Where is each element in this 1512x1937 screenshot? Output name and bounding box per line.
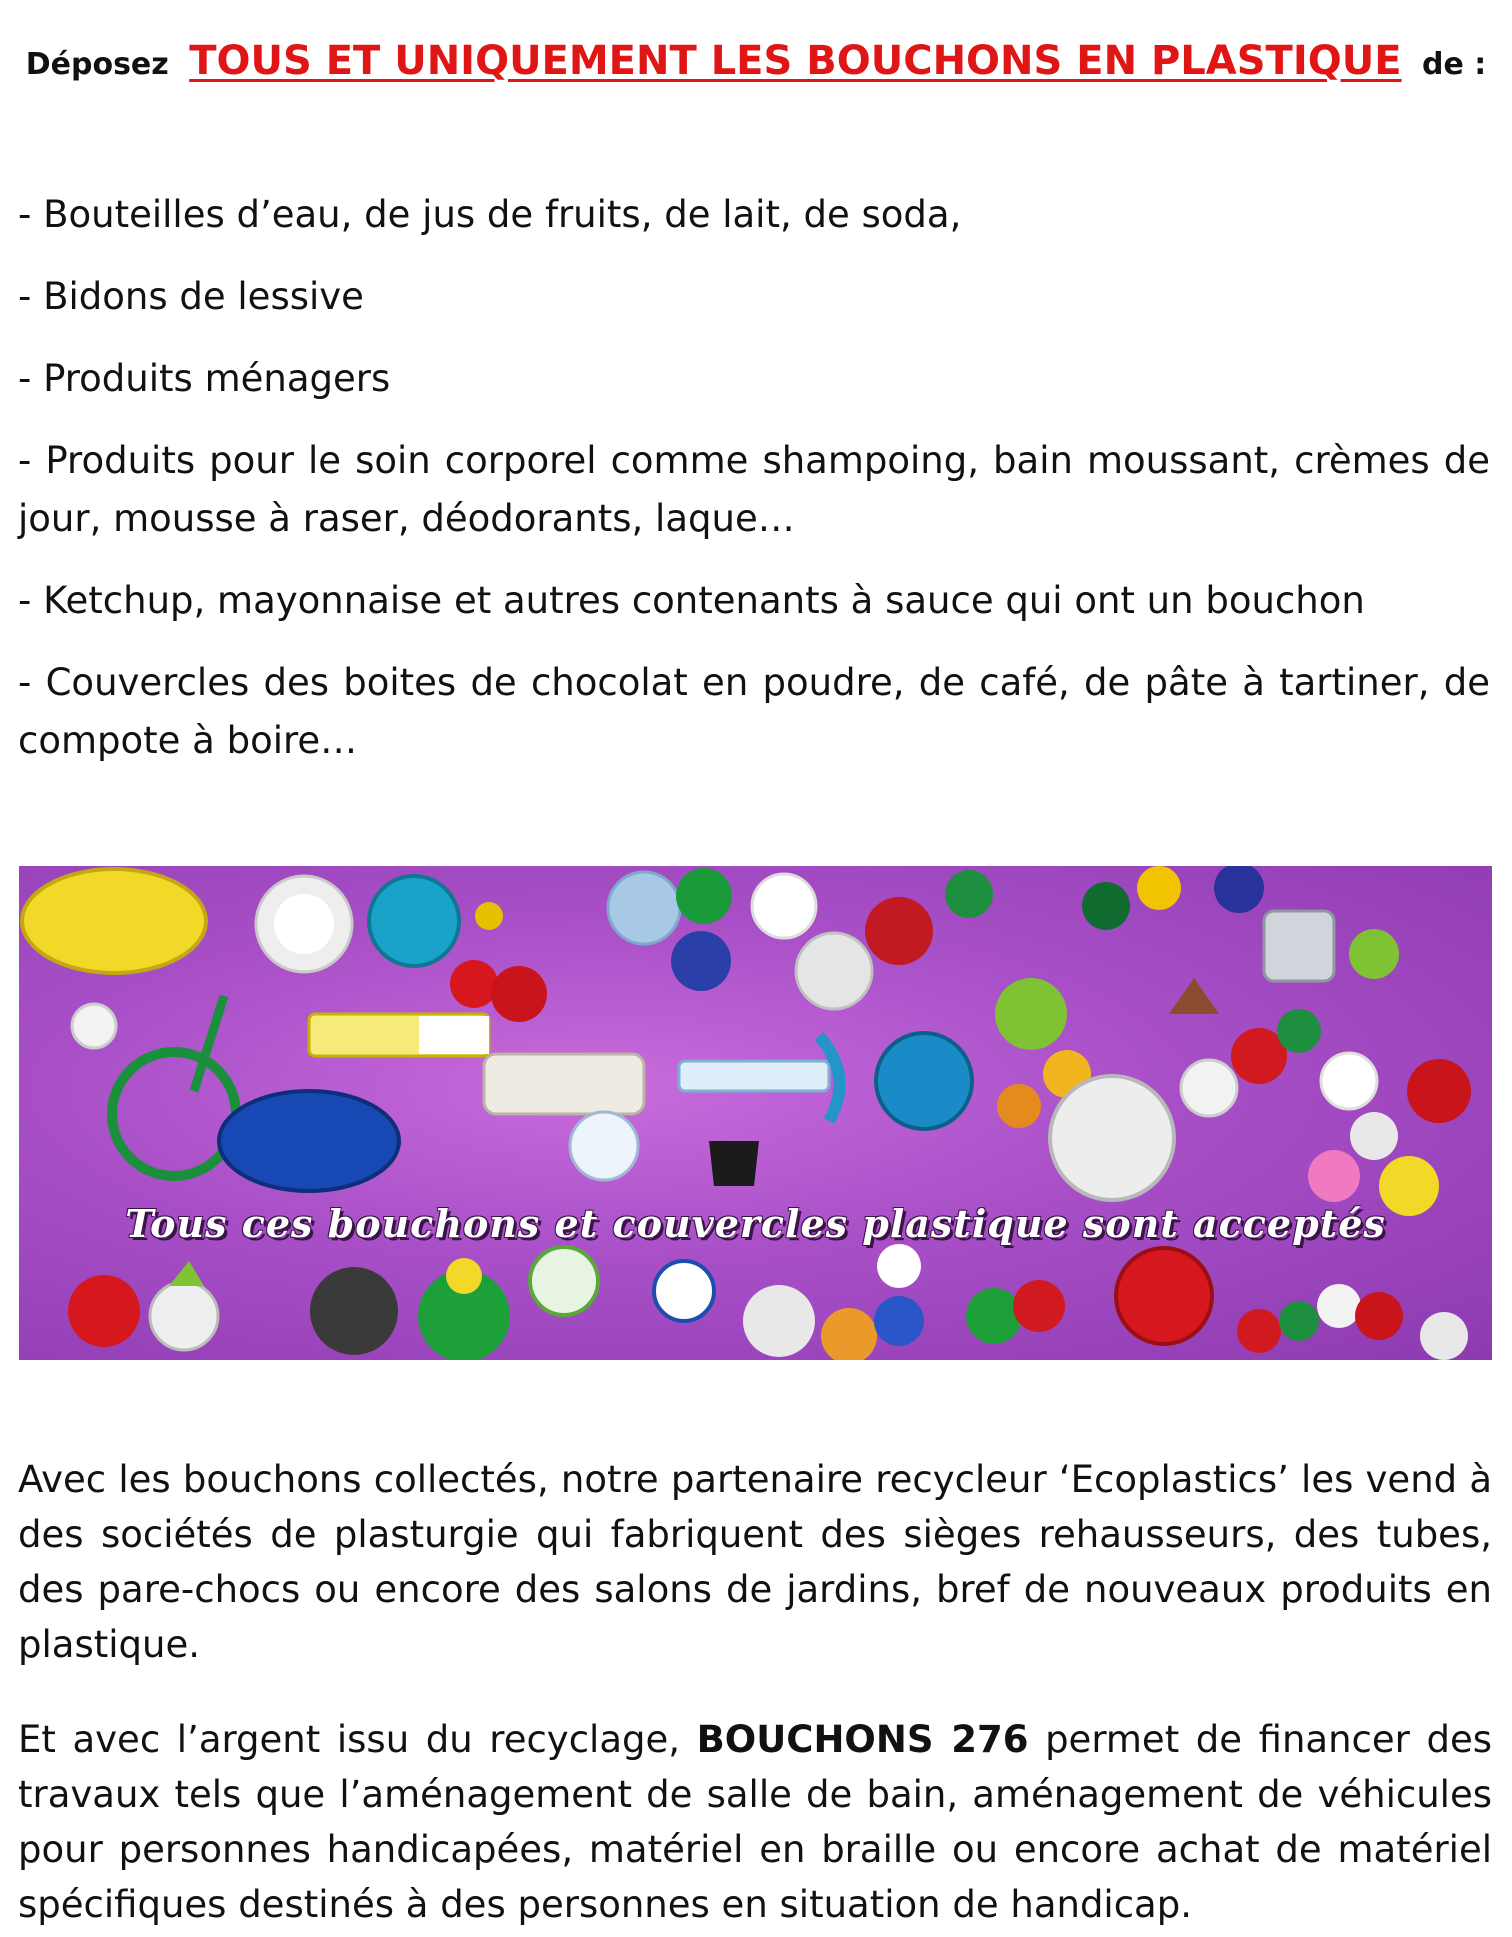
- list-item: - Bidons de lessive: [18, 275, 364, 318]
- list-item: - Bouteilles d’eau, de jus de fruits, de lait, de soda,: [18, 193, 962, 236]
- blue-cap-shape: [369, 876, 459, 966]
- yellow-lid-shape: [22, 869, 206, 973]
- organization-name: BOUCHONS 276: [696, 1718, 1029, 1761]
- list-item: - Ketchup, mayonnaise et autres contenants à sauce qui ont un bouchon: [18, 579, 1365, 622]
- title-highlight: TOUS ET UNIQUEMENT LES BOUCHONS EN PLASTIQUE: [189, 38, 1402, 84]
- banner-caption: Tous ces bouchons et couvercles plastique sont acceptés: [125, 1201, 1386, 1246]
- list-item: - Produits pour le soin corporel comme shampoing, bain moussant, crèmes de jour, mousse à raser, déodorants, laque…: [18, 439, 1490, 540]
- title-lead: Déposez: [25, 47, 169, 82]
- funding-text-start: Et avec l’argent issu du recyclage,: [18, 1718, 697, 1761]
- title-tail: de :: [1421, 47, 1487, 82]
- list-item: - Couvercles des boites de chocolat en poudre, de café, de pâte à tartiner, de compote à boire…: [18, 661, 1490, 762]
- paragraph-recycling: Avec les bouchons collectés, notre partenaire recycleur ‘Ecoplastics’ les vend à des sociétés de plasturgie qui fabriquent des sièges rehausseurs, des tubes, des pare-chocs ou encore des salons de jardins, bref de nouveaux produits en plastique.: [18, 1458, 1492, 1666]
- blue-oval-cap-shape: [219, 1091, 399, 1191]
- list-item: - Produits ménagers: [18, 357, 391, 400]
- accepted-items-list: [18, 186, 1490, 794]
- paragraph-funding: [18, 1712, 1492, 1932]
- page-title: [0, 38, 1512, 84]
- white-flower-cap-shape: [256, 876, 352, 972]
- green-basket-shape: [112, 1052, 236, 1176]
- white-lid-shape: [1050, 1076, 1174, 1200]
- funding-text-end: permet de financer des travaux tels que l’aménagement de salle de bain, aménagement de véhicules pour personnes handicapées, matériel en braille ou encore achat de matériel spécifiques destinés à des personnes en situation de handicap.: [18, 1718, 1492, 1926]
- bottle-caps-banner: [19, 866, 1492, 1360]
- bottle-caps-illustration: [19, 866, 1492, 1360]
